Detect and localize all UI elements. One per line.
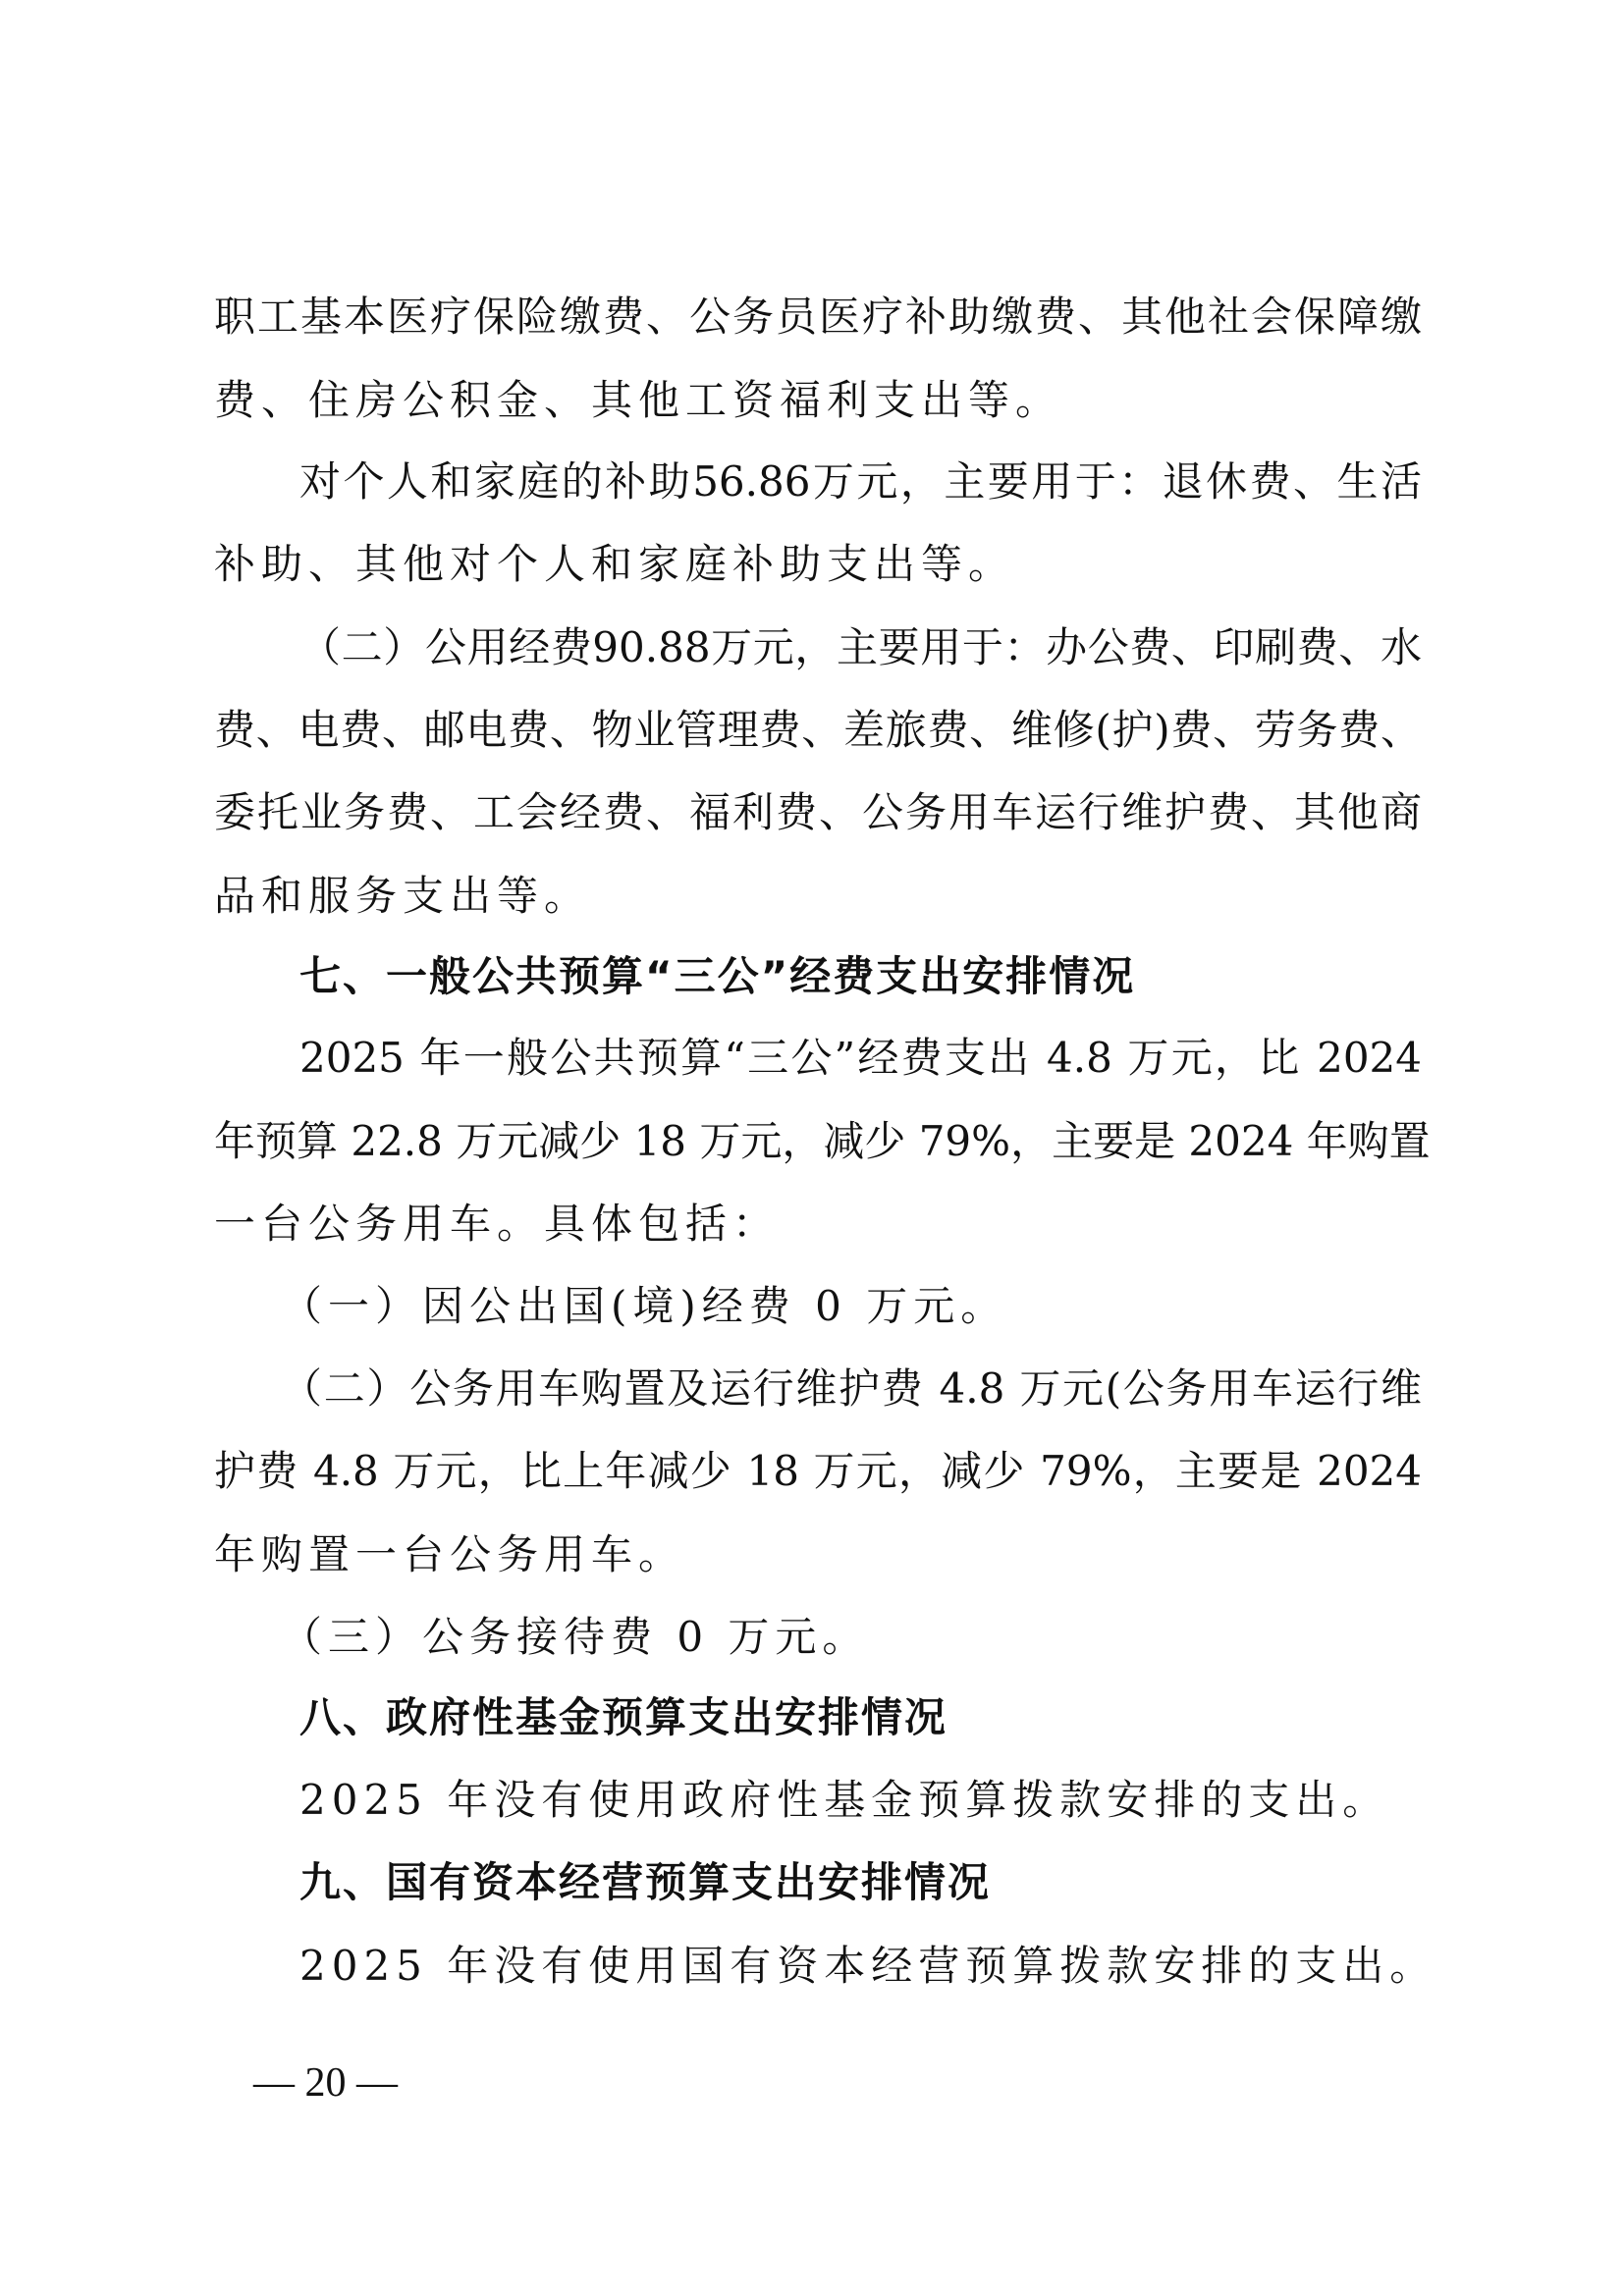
body-text-line: 补助、其他对个人和家庭补助支出等。: [214, 540, 1016, 588]
body-text-line: （三）公务接待费 0 万元。: [281, 1613, 870, 1661]
section-heading: 九、国有资本经营预算支出安排情况: [299, 1858, 992, 1906]
body-text-line: 委托业务费、工会经费、福利费、公务用车运行维护费、其他商: [214, 788, 1422, 836]
body-text-line: 2025 年没有使用国有资本经营预算拨款安排的支出。: [299, 1942, 1437, 1990]
body-text-line: 2025 年一般公共预算“三公”经费支出 4.8 万元，比 2024: [299, 1034, 1422, 1082]
body-text-line: 护费 4.8 万元，比上年减少 18 万元，减少 79%，主要是 2024: [214, 1447, 1422, 1495]
body-text-line: （二）公务用车购置及运行维护费 4.8 万元(公务用车运行维: [281, 1364, 1422, 1413]
page-number: — 20 —: [253, 2060, 398, 2106]
body-text-line: （二）公用经费90.88万元，主要用于：办公费、印刷费、水: [299, 623, 1422, 671]
section-heading: 七、一般公共预算“三公”经费支出安排情况: [299, 952, 1136, 1000]
body-text-line: 费、电费、邮电费、物业管理费、差旅费、维修(护)费、劳务费、: [214, 706, 1422, 754]
section-heading: 八、政府性基金预算支出安排情况: [299, 1693, 948, 1741]
body-text-line: 职工基本医疗保险缴费、公务员医疗补助缴费、其他社会保障缴: [214, 293, 1422, 341]
body-text-line: 费、住房公积金、其他工资福利支出等。: [214, 376, 1063, 424]
body-text-line: 年预算 22.8 万元减少 18 万元，减少 79%，主要是 2024 年购置: [214, 1117, 1431, 1165]
body-text-line: 对个人和家庭的补助56.86万元，主要用于：退休费、生活: [299, 457, 1422, 506]
body-text-line: （一）因公出国(境)经费 0 万元。: [281, 1282, 1008, 1330]
body-text-line: 2025 年没有使用政府性基金预算拨款安排的支出。: [299, 1776, 1390, 1824]
body-text-line: 品和服务支出等。: [214, 872, 592, 920]
body-text-line: 年购置一台公务用车。: [214, 1530, 686, 1578]
body-text-line: 一台公务用车。具体包括：: [214, 1200, 781, 1248]
